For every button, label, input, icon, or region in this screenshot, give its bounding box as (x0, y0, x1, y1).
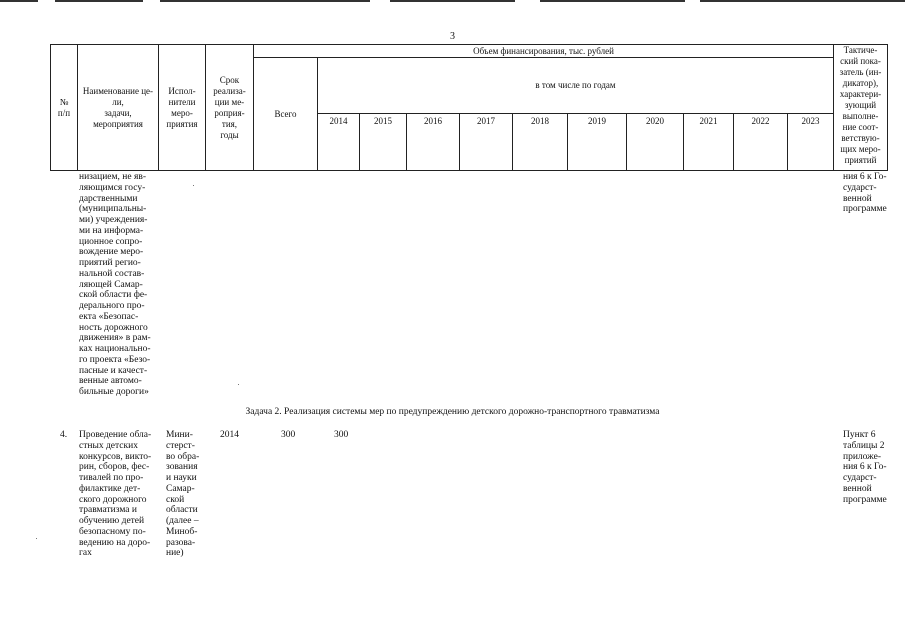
row-4-indicator: Пункт 6 таблицы 2 приложе- ния 6 к Го- сударст- венной программе (843, 430, 887, 505)
header-year: 2017 (460, 114, 513, 171)
header-number: № п/п (51, 45, 78, 171)
scan-edge-line (160, 0, 370, 2)
page-number: 3 (450, 31, 455, 42)
continuation-name: низацием, не яв- ляющимся госу- дарственными (муниципальны- ми) учреждения- ми на информа- ционное сопро- вождение меро- приятий регио- нальной состав- ляющей Самар- ской области фе- дерального про- екта «Безопас- ность дорожного движения» в рам- ках национально- го проекта «Безо- пасные и качест- венные автомо- бильные дороги» (79, 172, 151, 397)
header-funding: Объем финансирования, тыс. рублей (254, 45, 834, 58)
task-2-title: Задача 2. Реализация системы мер по предупреждению детского дорожно-транспортного травматизма (245, 407, 660, 417)
header-year: 2023 (788, 114, 834, 171)
header-year: 2016 (407, 114, 460, 171)
scan-edge-line (700, 0, 905, 2)
row-4-term: 2014 (220, 430, 239, 440)
row-4-number: 4. (60, 430, 68, 440)
header-indicator: Тактиче- ский пока- затель (ин- дикатор), характери- зующий выполне- ние соот- ветствую- щих меро- приятий (834, 45, 888, 171)
header-total: Всего (254, 58, 318, 171)
scan-speck (193, 185, 194, 186)
scan-speck (238, 384, 239, 385)
header-year: 2022 (734, 114, 788, 171)
table-header (50, 44, 888, 171)
continuation-indicator: ния 6 к Го- сударст- венной программе (843, 172, 887, 215)
header-year: 2021 (684, 114, 734, 171)
row-4-executor: Мини- стерст- во обра- зования и науки Самар- ской области (далее – Миноб- разова- ние) (166, 430, 200, 559)
scan-edge-line (0, 0, 38, 2)
header-year: 2015 (360, 114, 407, 171)
header-executors: Испол- нители меро- приятия (159, 45, 206, 171)
header-year: 2019 (568, 114, 627, 171)
row-4-name: Проведение обла- стных детских конкурсов, викто- рин, сборов, фес- тивалей по про- филактике дет- ского дорожного травматизма и обучению детей безопасному по- ведению на доро- гах (79, 430, 152, 559)
header-year: 2018 (513, 114, 568, 171)
header-year: 2014 (318, 114, 360, 171)
header-by-years: в том числе по годам (318, 58, 834, 114)
header-name: Наименование це- ли, задачи, мероприятия (78, 45, 159, 171)
row-4-total: 300 (281, 430, 296, 440)
row-4-2014: 300 (334, 430, 349, 440)
scan-edge-line (390, 0, 515, 2)
scan-speck (36, 538, 37, 539)
header-year: 2020 (627, 114, 684, 171)
header-term: Срок реализа- ции ме- роприя- тия, годы (206, 45, 254, 171)
scan-edge-line (540, 0, 685, 2)
scan-edge-line (55, 0, 143, 2)
